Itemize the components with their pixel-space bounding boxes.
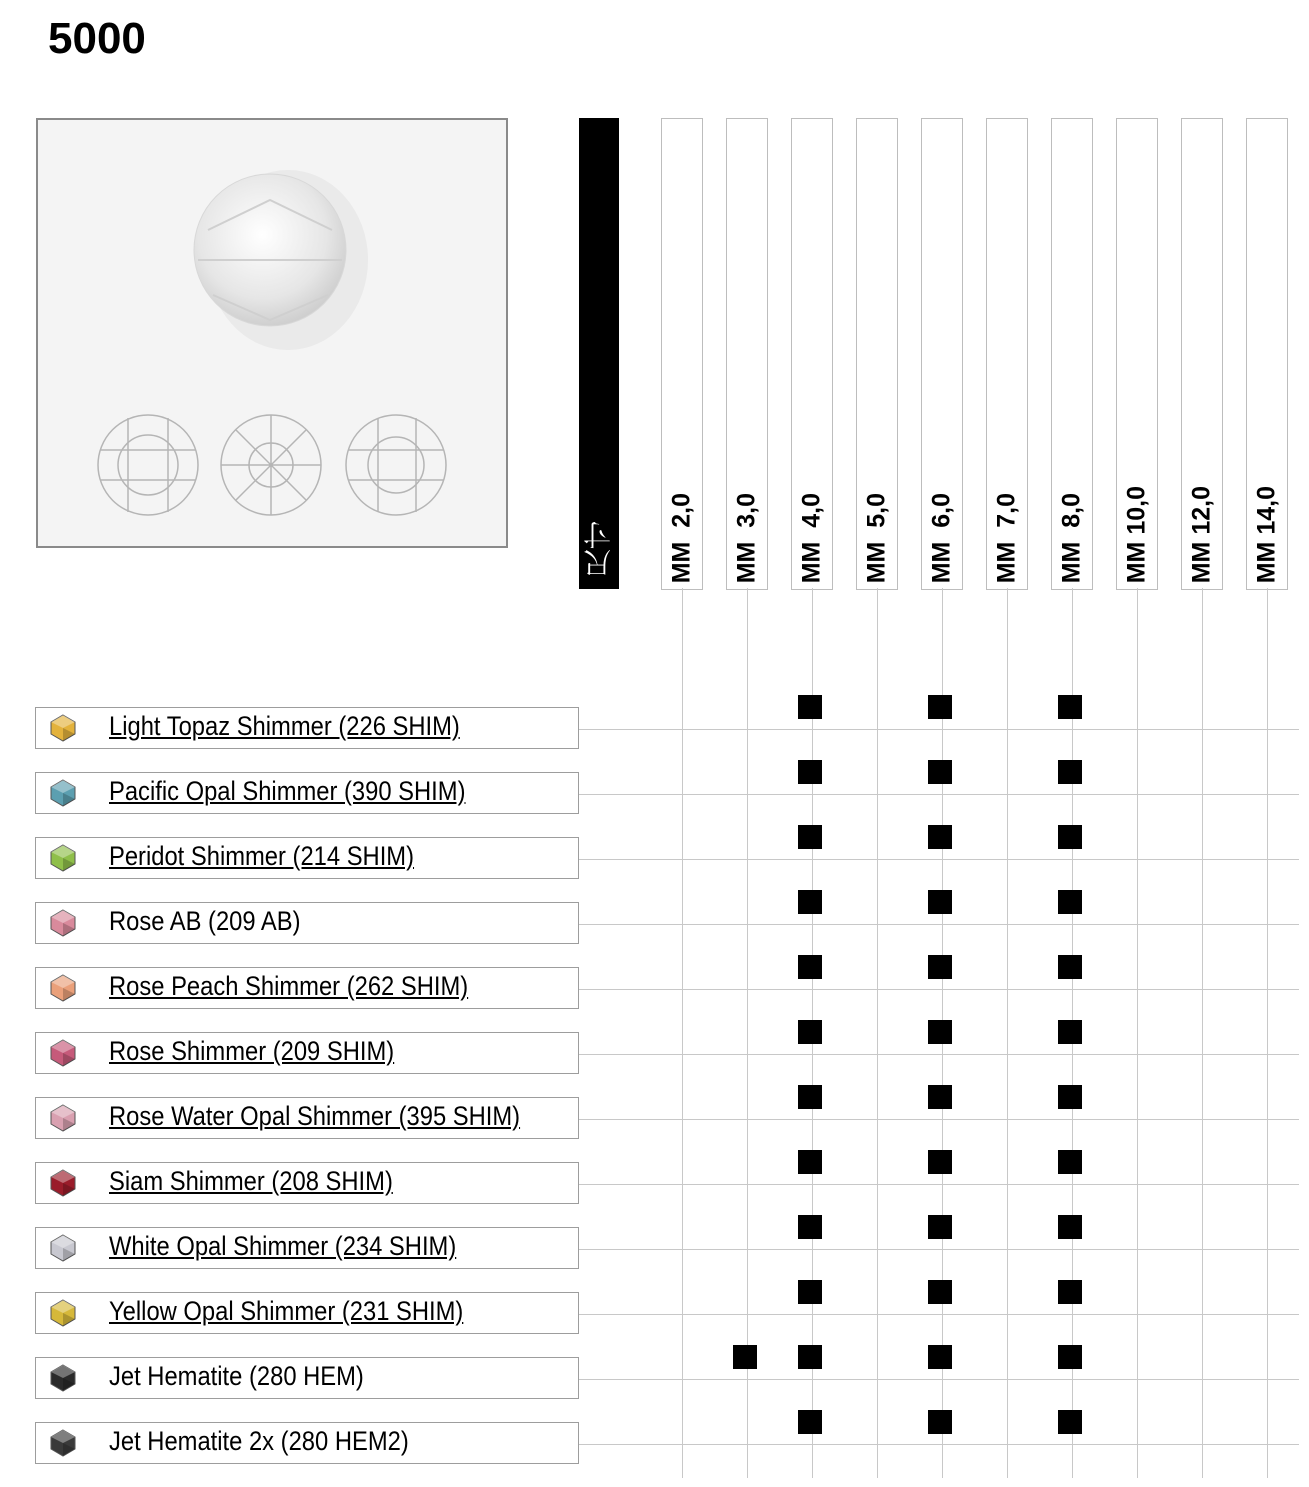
availability-marker (1058, 1215, 1082, 1239)
color-name-link[interactable]: Siam Shimmer (208 SHIM) (109, 1166, 393, 1196)
size-column-header (579, 118, 619, 589)
availability-marker (1058, 1150, 1082, 1174)
color-row[interactable] (35, 707, 579, 749)
rose-ab-crystal-icon (49, 909, 77, 937)
color-name-link[interactable]: White Opal Shimmer (234 SHIM) (109, 1231, 457, 1261)
color-name-link[interactable]: Peridot Shimmer (214 SHIM) (109, 841, 415, 871)
color-row (35, 1422, 579, 1464)
size-column-header (1246, 118, 1288, 590)
availability-marker (798, 1345, 822, 1369)
availability-marker (928, 760, 952, 784)
grid-row-line (579, 1119, 1299, 1120)
size-column-header (1116, 118, 1158, 590)
grid-row-line (579, 1379, 1299, 1380)
availability-marker (798, 890, 822, 914)
availability-marker (1058, 1020, 1082, 1044)
availability-marker (798, 955, 822, 979)
grid-row-line (579, 1314, 1299, 1315)
color-row[interactable] (35, 837, 579, 879)
color-row[interactable] (35, 1097, 579, 1139)
color-row[interactable] (35, 1292, 579, 1334)
availability-marker (928, 1345, 952, 1369)
availability-marker (798, 1280, 822, 1304)
color-row[interactable] (35, 772, 579, 814)
product-image (36, 118, 508, 548)
color-name-link[interactable]: Pacific Opal Shimmer (390 SHIM) (109, 776, 466, 806)
size-column-header (726, 118, 768, 590)
color-name-link[interactable]: Rose Peach Shimmer (262 SHIM) (109, 971, 469, 1001)
grid-column-line (877, 588, 878, 1478)
availability-marker (1058, 1345, 1082, 1369)
color-name-link[interactable]: Rose Shimmer (209 SHIM) (109, 1036, 395, 1066)
availability-marker (1058, 825, 1082, 849)
size-column-header (856, 118, 898, 590)
jet-hematite-crystal-icon (49, 1364, 77, 1392)
availability-marker (928, 825, 952, 849)
grid-row-line (579, 859, 1299, 860)
rose-crystal-icon (49, 1039, 77, 1067)
availability-marker (928, 890, 952, 914)
size-column-label: MM 2,0 (667, 492, 696, 583)
availability-marker (1058, 955, 1082, 979)
grid-row-line (579, 1444, 1299, 1445)
color-row[interactable] (35, 1162, 579, 1204)
grid-row-line (579, 1184, 1299, 1185)
availability-marker (798, 1020, 822, 1044)
peridot-crystal-icon (49, 844, 77, 872)
availability-marker (1058, 1085, 1082, 1109)
crystal-bead-illustration (38, 120, 506, 546)
grid-row-line (579, 1054, 1299, 1055)
availability-marker (928, 1410, 952, 1434)
size-column-header (986, 118, 1028, 590)
color-row (35, 1357, 579, 1399)
availability-marker (1058, 890, 1082, 914)
size-column-label: MM 10,0 (1122, 485, 1151, 583)
light-topaz-crystal-icon (49, 714, 77, 742)
grid-column-line (1007, 588, 1008, 1478)
size-header-label: 尺寸 (582, 521, 615, 577)
color-name-link[interactable]: Rose Water Opal Shimmer (395 SHIM) (109, 1101, 521, 1131)
availability-marker (1058, 1410, 1082, 1434)
size-column-label: MM 6,0 (927, 492, 956, 583)
availability-marker (928, 955, 952, 979)
grid-column-line (1267, 588, 1268, 1478)
grid-column-line (1137, 588, 1138, 1478)
availability-marker (798, 1085, 822, 1109)
size-column-label: MM 5,0 (862, 492, 891, 583)
grid-column-line (682, 588, 683, 1478)
size-column-header (791, 118, 833, 590)
color-name-link[interactable]: Light Topaz Shimmer (226 SHIM) (109, 711, 460, 741)
color-name-label: Jet Hematite (280 HEM) (109, 1361, 364, 1391)
size-column-label: MM 8,0 (1057, 492, 1086, 583)
pacific-opal-crystal-icon (49, 779, 77, 807)
size-column-label: MM 4,0 (797, 492, 826, 583)
availability-marker (798, 695, 822, 719)
availability-marker (1058, 760, 1082, 784)
availability-marker (928, 695, 952, 719)
color-name-label: Jet Hematite 2x (280 HEM2) (109, 1426, 409, 1456)
size-column-label: MM 7,0 (992, 492, 1021, 583)
grid-row-line (579, 1249, 1299, 1250)
yellow-opal-crystal-icon (49, 1299, 77, 1327)
availability-marker (928, 1020, 952, 1044)
size-column-header (921, 118, 963, 590)
availability-marker (798, 825, 822, 849)
availability-marker (733, 1345, 757, 1369)
size-column-label: MM 3,0 (732, 492, 761, 583)
color-name-link[interactable]: Yellow Opal Shimmer (231 SHIM) (109, 1296, 464, 1326)
jet-hematite-2x-crystal-icon (49, 1429, 77, 1457)
availability-marker (798, 760, 822, 784)
availability-marker (1058, 1280, 1082, 1304)
availability-marker (928, 1280, 952, 1304)
grid-row-line (579, 989, 1299, 990)
white-opal-crystal-icon (49, 1234, 77, 1262)
availability-marker (928, 1085, 952, 1109)
grid-row-line (579, 924, 1299, 925)
siam-crystal-icon (49, 1169, 77, 1197)
color-row (35, 902, 579, 944)
color-name-label: Rose AB (209 AB) (109, 906, 301, 936)
availability-marker (798, 1410, 822, 1434)
color-row[interactable] (35, 967, 579, 1009)
rose-peach-crystal-icon (49, 974, 77, 1002)
availability-marker (798, 1215, 822, 1239)
size-column-label: MM 14,0 (1252, 485, 1281, 583)
availability-marker (928, 1215, 952, 1239)
grid-row-line (579, 794, 1299, 795)
grid-row-line (579, 729, 1299, 730)
page-title: 5000 (48, 14, 146, 63)
size-column-header (1051, 118, 1093, 590)
availability-marker (1058, 695, 1082, 719)
size-column-header (661, 118, 703, 590)
color-row[interactable] (35, 1227, 579, 1269)
availability-marker (798, 1150, 822, 1174)
color-row[interactable] (35, 1032, 579, 1074)
rose-water-opal-crystal-icon (49, 1104, 77, 1132)
availability-marker (928, 1150, 952, 1174)
size-column-label: MM 12,0 (1187, 485, 1216, 583)
grid-column-line (1202, 588, 1203, 1478)
size-column-header (1181, 118, 1223, 590)
